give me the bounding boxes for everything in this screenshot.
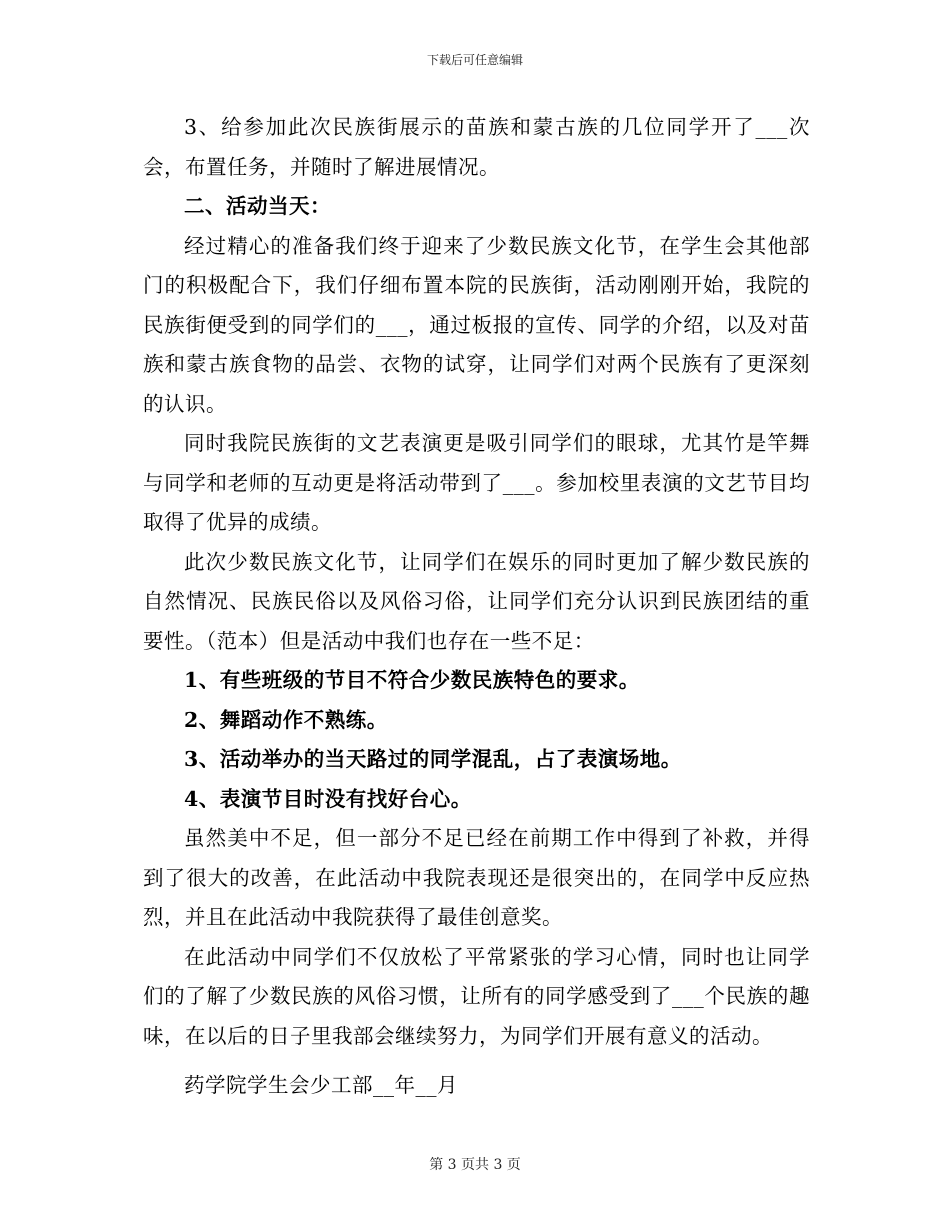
shortcoming-item-3: 3、活动举办的当天路过的同学混乱，占了表演场地。	[184, 747, 682, 771]
shortcoming-item-4: 4、表演节目时没有找好台心。	[184, 786, 472, 811]
page-footer: 第 3 页共 3 页	[429, 1157, 521, 1173]
paragraph-preparation: 经过精心的准备我们终于迎来了少数民族文化节，在学生会其他部门的积极配合下，我们仔细布置本院的民族街，活动刚刚开始，我院的民族街便受到的同学们的___，通过板报的宣传、同学的介绍，以及对苗族和蒙古族食物的品尝、衣物的试穿，让同学们对两个民族有了更深刻的认识。	[143, 233, 810, 416]
paragraph-improvement: 虽然美中不足，但一部分不足已经在前期工作中得到了补救，并得到了很大的改善，在此活动中我院表现还是很突出的，在同学中反应热烈，并且在此活动中我院获得了最佳创意奖。	[143, 826, 810, 929]
paragraph-performance: 同时我院民族街的文艺表演更是吸引同学们的眼球，尤其竹是竿舞与同学和老师的互动更是将活动带到了___。参加校里表演的文艺节目均取得了优异的成绩。	[143, 431, 810, 534]
page-header: 下载后可任意编辑	[426, 53, 523, 67]
section-heading-event-day: 二、活动当天：	[184, 194, 331, 218]
paragraph-summary: 此次少数民族文化节，让同学们在娱乐的同时更加了解少数民族的自然情况、民族民俗以及风俗习俗，让同学们充分认识到民族团结的重要性。（范本）但是活动中我们也存在一些不足：	[143, 549, 810, 653]
signature-line: 药学院学生会少工部__年__月	[184, 1073, 458, 1097]
paragraph-conclusion: 在此活动中同学们不仅放松了平常紧张的学习心情，同时也让同学们的了解了少数民族的风俗习惯，让所有的同学感受到了___个民族的趣味，在以后的日子里我部会继续努力，为同学们开展有意义的活动。	[143, 944, 810, 1048]
document-body	[143, 108, 810, 1106]
paragraph-meeting: 3、给参加此次民族街展示的苗族和蒙古族的几位同学开了___次会，布置任务，并随时了解进展情况。	[143, 115, 810, 179]
shortcoming-item-2: 2、舞蹈动作不熟练。	[184, 707, 388, 732]
shortcoming-item-1: 1、有些班级的节目不符合少数民族特色的要求。	[184, 668, 640, 692]
